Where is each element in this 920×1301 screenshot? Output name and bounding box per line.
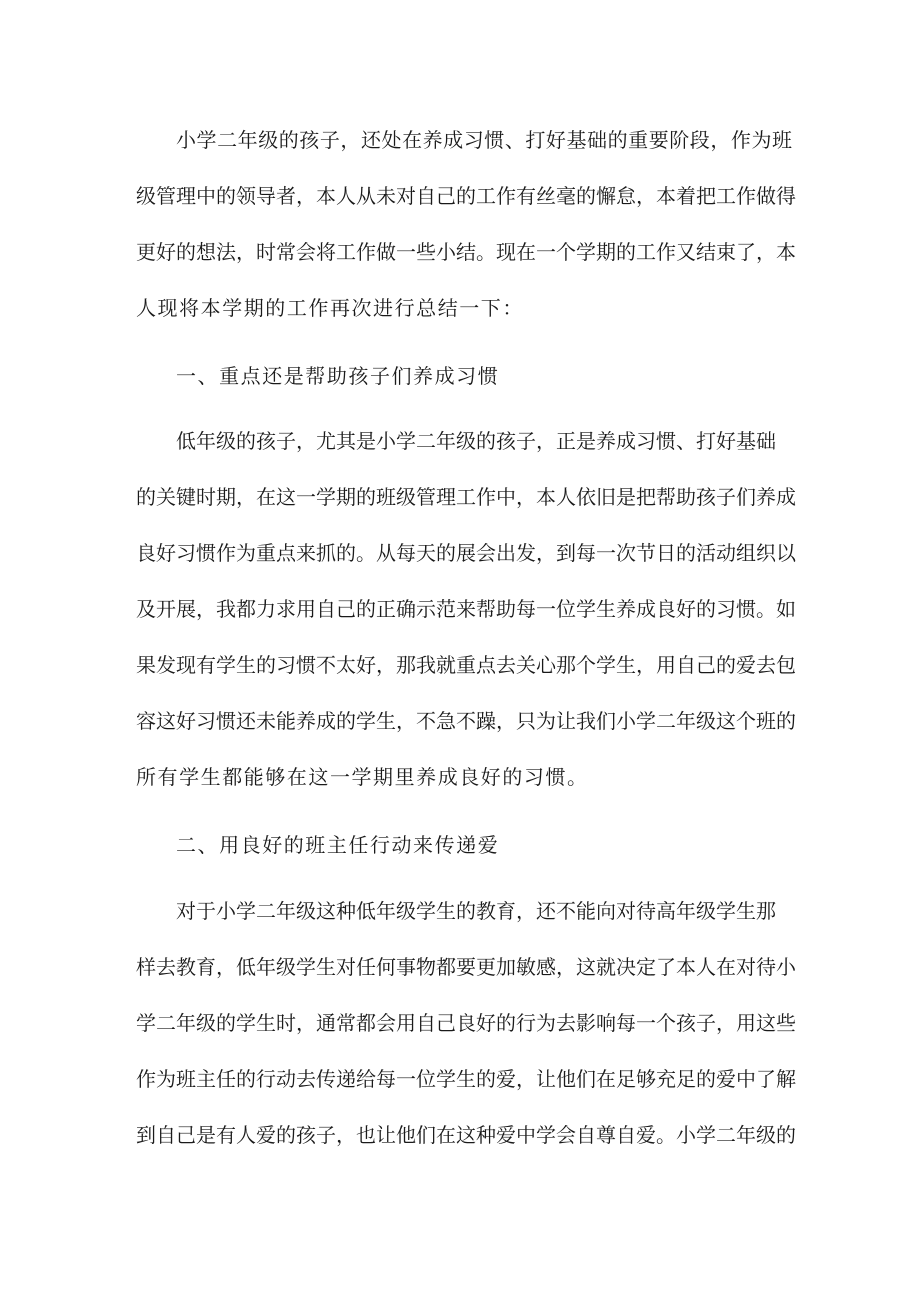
text-line: 更好的想法，时常会将工作做一些小结。现在一个学期的工作又结束了，本 (136, 240, 796, 264)
text-line: 所有学生都能够在这一学期里养成良好的习惯。 (136, 765, 589, 789)
text-line: 良好习惯作为重点来抓的。从每天的展会出发，到每一次节日的活动组织以 (136, 541, 796, 565)
section-heading-2: 二、用良好的班主任行动来传递爱 (176, 833, 500, 857)
text-line: 作为班主任的行动去传递给每一位学生的爱，让他们在足够充足的爱中了解 (136, 1067, 796, 1091)
text-line: 小学二年级的孩子，还处在养成习惯、打好基础的重要阶段，作为班 (176, 128, 792, 152)
text-line: 低年级的孩子，尤其是小学二年级的孩子，正是养成习惯、打好基础 (176, 429, 776, 453)
text-line: 容这好习惯还未能养成的学生，不急不躁，只为让我们小学二年级这个班的 (136, 709, 796, 733)
text-line: 的关键时期，在这一学期的班级管理工作中，本人依旧是把帮助孩子们养成 (136, 485, 796, 509)
text-line: 及开展，我都力求用自己的正确示范来帮助每一位学生养成良好的习惯。如 (136, 597, 796, 621)
text-line: 级管理中的领导者，本人从未对自己的工作有丝毫的懈怠，本着把工作做得 (136, 184, 796, 208)
section-heading-1: 一、重点还是帮助孩子们养成习惯 (176, 364, 500, 388)
text-line: 到自己是有人爱的孩子，也让他们在这种爱中学会自尊自爱。小学二年级的 (136, 1123, 796, 1147)
text-line: 果发现有学生的习惯不太好，那我就重点去关心那个学生，用自己的爱去包 (136, 653, 796, 677)
text-line: 人现将本学期的工作再次进行总结一下： (136, 296, 524, 320)
text-line: 学二年级的学生时，通常都会用自己良好的行为去影响每一个孩子，用这些 (136, 1011, 796, 1035)
text-line: 对于小学二年级这种低年级学生的教育，还不能向对待高年级学生那 (176, 899, 776, 923)
text-line: 样去教育，低年级学生对任何事物都要更加敏感，这就决定了本人在对待小 (136, 955, 796, 979)
